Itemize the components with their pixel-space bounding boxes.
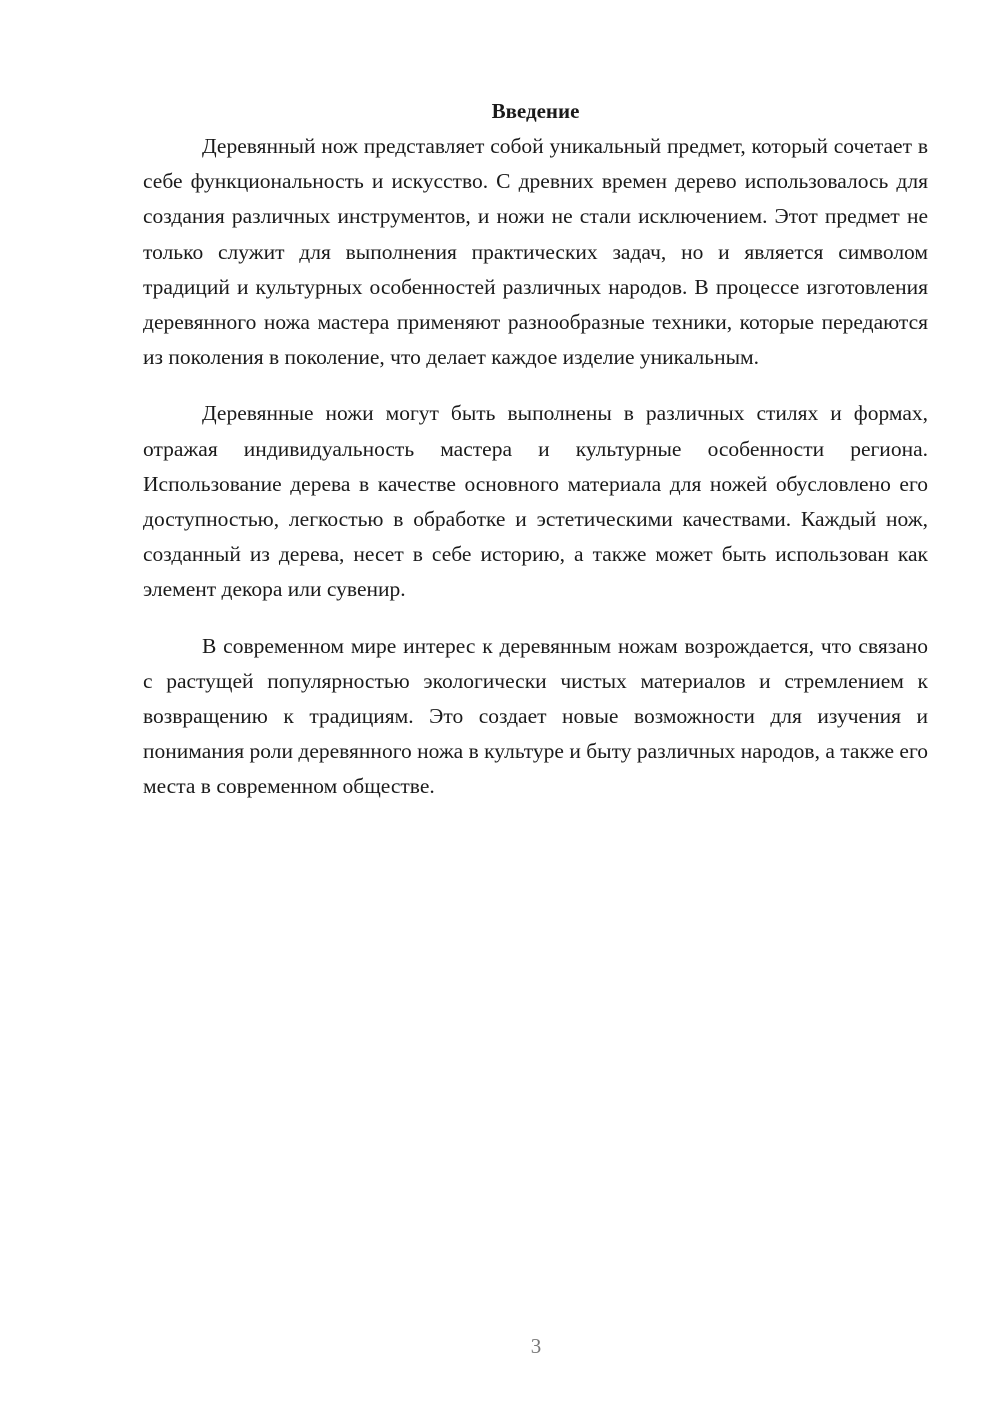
paragraph-2: Деревянные ножи могут быть выполнены в различных стилях и формах, отражая индивидуальность мастера и культурные особенности региона. Использование дерева в качестве основного материала для ножей обусловлено его доступностью, легкостью в обработке и эстетическими качествами. Каждый нож, созданный из дерева, несет в себе историю, а также может быть использован как элемент декора или сувенир. (143, 401, 928, 602)
page-content (143, 94, 928, 826)
paragraph-1: Деревянный нож представляет собой уникальный предмет, который сочетает в себе функциональность и искусство. С древних времен дерево использовалось для создания различных инструментов, и ножи не стали исключением. Этот предмет не только служит для выполнения практических задач, но и является символом традиций и культурных особенностей различных народов. В процессе изготовления деревянного ножа мастера применяют разнообразные техники, которые передаются из поколения в поколение, что делает каждое изделие уникальным. (143, 134, 928, 370)
section-heading: Введение (491, 99, 580, 123)
paragraph-3: В современном мире интерес к деревянным ножам возрождается, что связано с растущей популярностью экологически чистых материалов и стремлением к возвращению к традициям. Это создает новые возможности для изучения и понимания роли деревянного ножа в культуре и быту различных народов, а также его места в современном обществе. (143, 633, 928, 799)
page-number: 3 (530, 1334, 542, 1358)
